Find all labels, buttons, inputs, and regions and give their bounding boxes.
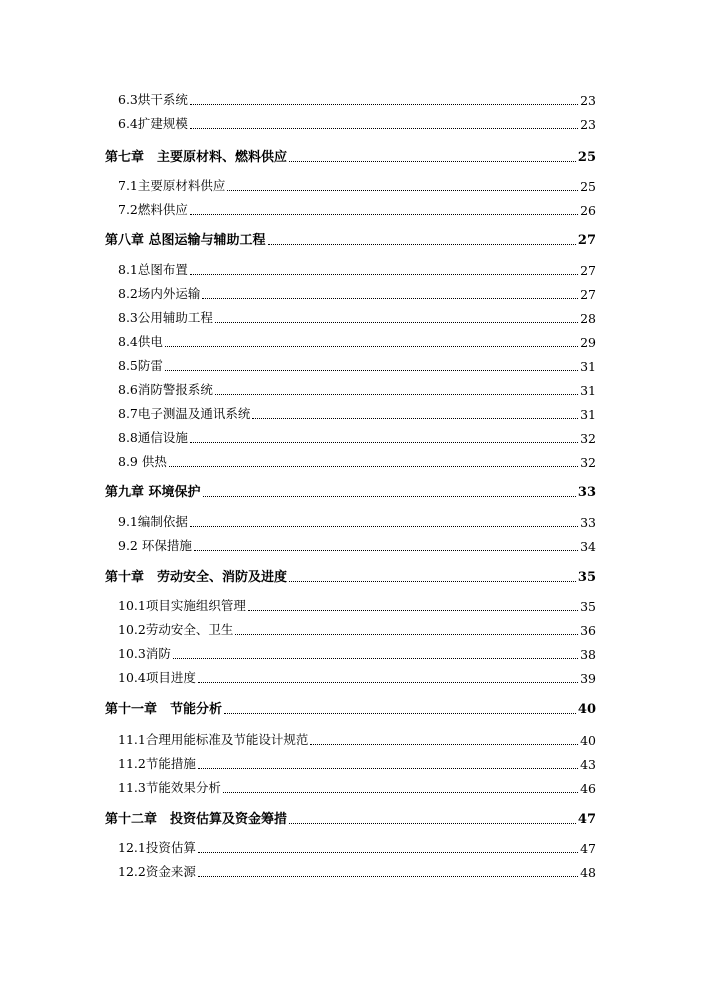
toc-page-number: 32	[580, 431, 596, 446]
toc-entry-title: 11.1合理用能标准及节能设计规范	[118, 732, 309, 747]
toc-chapter-entry[interactable]	[105, 146, 596, 165]
toc-entry-title: 6.3烘干系统	[118, 92, 188, 107]
toc-section-entry[interactable]	[118, 754, 596, 772]
toc-page-number: 33	[580, 515, 596, 530]
toc-page-number: 48	[580, 865, 596, 880]
toc-page-number: 47	[577, 812, 596, 827]
toc-section-entry[interactable]	[118, 778, 596, 796]
toc-section-entry[interactable]	[118, 176, 596, 194]
toc-section-entry[interactable]	[118, 260, 596, 278]
toc-page-number: 25	[580, 179, 596, 194]
toc-page-number: 33	[577, 485, 596, 500]
toc-page-number: 32	[580, 455, 596, 470]
toc-dot-leader	[198, 875, 578, 877]
toc-chapter-entry[interactable]	[105, 566, 596, 585]
toc-section-entry[interactable]	[118, 730, 596, 748]
toc-section-entry[interactable]	[118, 114, 596, 132]
toc-section-entry[interactable]	[118, 90, 596, 108]
toc-dot-leader	[224, 712, 576, 714]
toc-entry-title: 8.6消防警报系统	[118, 382, 213, 397]
toc-dot-leader	[289, 822, 576, 824]
toc-entry-title: 10.1项目实施组织管理	[118, 598, 246, 613]
toc-page-number: 40	[577, 702, 596, 717]
toc-page-number: 46	[580, 781, 596, 796]
toc-section-entry[interactable]	[118, 428, 596, 446]
toc-page-number: 36	[580, 623, 596, 638]
toc-dot-leader	[223, 791, 578, 793]
toc-entry-title: 6.4扩建规模	[118, 116, 188, 131]
toc-page-number: 23	[580, 117, 596, 132]
toc-page-number: 26	[580, 203, 596, 218]
toc-dot-leader	[190, 273, 578, 275]
toc-entry-title: 8.3公用辅助工程	[118, 310, 213, 325]
toc-page-number: 28	[580, 311, 596, 326]
toc-section-entry[interactable]	[118, 512, 596, 530]
toc-section-entry[interactable]	[118, 620, 596, 638]
toc-entry-title: 7.1主要原材料供应	[118, 178, 226, 193]
toc-entry-title: 11.3节能效果分析	[118, 780, 221, 795]
toc-section-entry[interactable]	[118, 536, 596, 554]
toc-entry-title: 9.1编制依据	[118, 514, 188, 529]
toc-dot-leader	[190, 213, 578, 215]
toc-dot-leader	[194, 549, 578, 551]
toc-dot-leader	[310, 743, 578, 745]
toc-entry-title: 12.1投资估算	[118, 840, 196, 855]
toc-entry-title: 第十二章 投资估算及资金筹措	[105, 812, 288, 827]
toc-page-number: 35	[580, 599, 596, 614]
toc-entry-title: 第十一章 节能分析	[105, 702, 223, 717]
toc-entry-title: 8.9 供热	[118, 454, 167, 469]
toc-page-number: 39	[580, 671, 596, 686]
toc-entry-title: 第十章 劳动安全、消防及进度	[105, 570, 288, 585]
toc-dot-leader	[252, 417, 578, 419]
toc-section-entry[interactable]	[118, 356, 596, 374]
toc-section-entry[interactable]	[118, 838, 596, 856]
toc-page-number: 34	[580, 539, 596, 554]
toc-dot-leader	[215, 393, 578, 395]
toc-entry-title: 8.8通信设施	[118, 430, 188, 445]
toc-entry-title: 第七章 主要原材料、燃料供应	[105, 150, 288, 165]
toc-section-entry[interactable]	[118, 284, 596, 302]
toc-dot-leader	[203, 495, 576, 497]
toc-dot-leader	[215, 321, 578, 323]
toc-entry-title: 8.1总图布置	[118, 262, 188, 277]
toc-page-number: 31	[580, 407, 596, 422]
toc-section-entry[interactable]	[118, 862, 596, 880]
toc-page-number: 27	[580, 287, 596, 302]
toc-dot-leader	[198, 767, 578, 769]
toc-entry-title: 9.2 环保措施	[118, 538, 192, 553]
toc-entry-title: 8.5防雷	[118, 358, 163, 373]
toc-dot-leader	[227, 189, 578, 191]
toc-page-number: 27	[577, 233, 596, 248]
toc-dot-leader	[289, 160, 576, 162]
toc-section-entry[interactable]	[118, 380, 596, 398]
toc-dot-leader	[165, 345, 578, 347]
toc-chapter-entry[interactable]	[105, 481, 596, 500]
toc-entry-title: 第九章 环境保护	[105, 485, 201, 500]
toc-entry-title: 10.2劳动安全、卫生	[118, 622, 234, 637]
toc-page-number: 31	[580, 359, 596, 374]
toc-page-number: 38	[580, 647, 596, 662]
toc-chapter-entry[interactable]	[105, 698, 596, 717]
toc-dot-leader	[289, 580, 576, 582]
toc-dot-leader	[198, 851, 578, 853]
toc-section-entry[interactable]	[118, 332, 596, 350]
toc-dot-leader	[190, 441, 578, 443]
toc-dot-leader	[165, 369, 578, 371]
toc-dot-leader	[190, 525, 578, 527]
toc-dot-leader	[190, 127, 578, 129]
toc-chapter-entry[interactable]	[105, 229, 596, 248]
toc-page-number: 40	[580, 733, 596, 748]
toc-page-number: 43	[580, 757, 596, 772]
toc-chapter-entry[interactable]	[105, 808, 596, 827]
toc-section-entry[interactable]	[118, 404, 596, 422]
toc-entry-title: 12.2资金来源	[118, 864, 196, 879]
toc-page-number: 25	[577, 150, 596, 165]
toc-dot-leader	[169, 465, 578, 467]
toc-entry-title: 10.3消防	[118, 646, 171, 661]
toc-entry-title: 8.4供电	[118, 334, 163, 349]
toc-dot-leader	[198, 681, 578, 683]
toc-entry-title: 第八章 总图运输与辅助工程	[105, 233, 266, 248]
toc-page-number: 29	[580, 335, 596, 350]
toc-dot-leader	[248, 609, 578, 611]
toc-dot-leader	[173, 657, 578, 659]
toc-dot-leader	[268, 243, 576, 245]
toc-page-number: 27	[580, 263, 596, 278]
toc-section-entry[interactable]	[118, 452, 596, 470]
toc-dot-leader	[190, 103, 578, 105]
toc-section-entry[interactable]	[118, 200, 596, 218]
toc-page-number: 35	[577, 570, 596, 585]
toc-section-entry[interactable]	[118, 596, 596, 614]
toc-section-entry[interactable]	[118, 308, 596, 326]
toc-dot-leader	[235, 633, 578, 635]
toc-section-entry[interactable]	[118, 644, 596, 662]
toc-page-number: 47	[580, 841, 596, 856]
toc-entry-title: 8.2场内外运输	[118, 286, 201, 301]
toc-page-number: 31	[580, 383, 596, 398]
toc-entry-title: 10.4项目进度	[118, 670, 196, 685]
toc-entry-title: 11.2节能措施	[118, 756, 196, 771]
toc-entry-title: 7.2燃料供应	[118, 202, 188, 217]
toc-page-number: 23	[580, 93, 596, 108]
toc-section-entry[interactable]	[118, 668, 596, 686]
toc-entry-title: 8.7电子测温及通讯系统	[118, 406, 251, 421]
toc-dot-leader	[202, 297, 578, 299]
